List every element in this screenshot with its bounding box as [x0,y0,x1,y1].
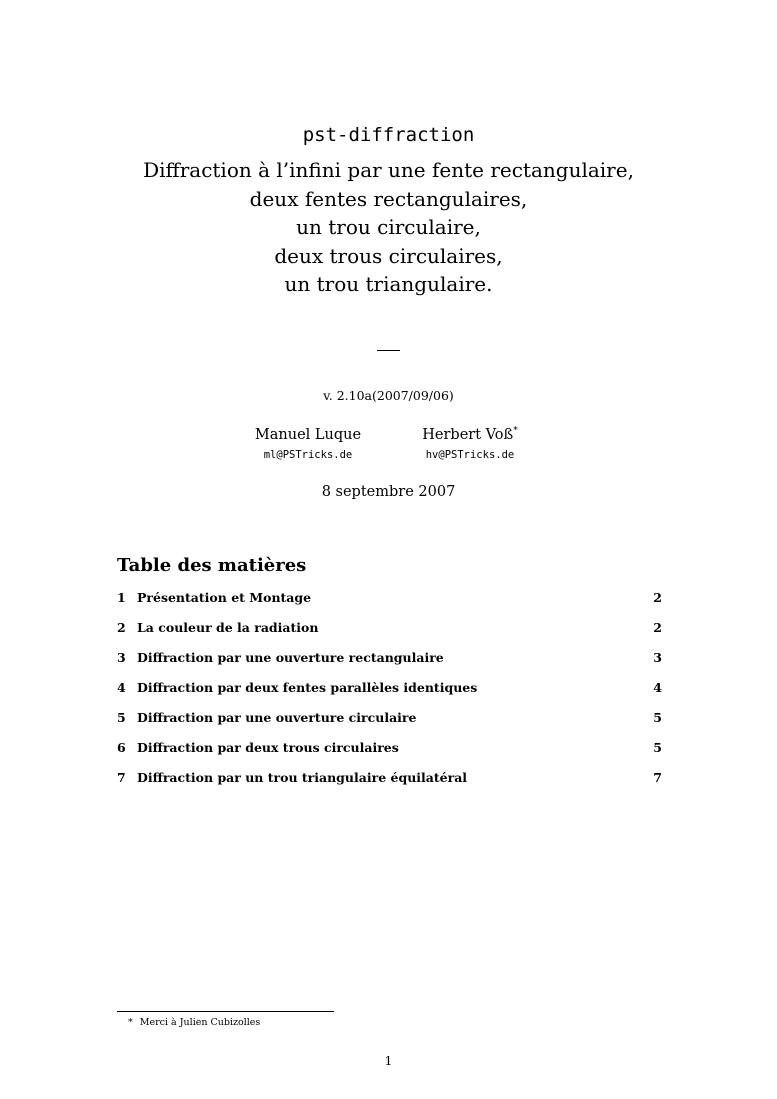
toc-entry[interactable] [117,590,662,620]
toc-title: Présentation et Montage [137,590,312,605]
toc-entry[interactable] [117,710,662,740]
author-email[interactable]: ml@PSTricks.de [263,449,353,461]
title-line: un trou triangulaire. [284,272,493,296]
author-email[interactable]: hv@PSTricks.de [425,449,515,461]
toc-page: 4 [653,680,662,695]
footnote [128,1017,260,1028]
toc-number: 4 [117,680,126,695]
package-name: pst-diffraction [302,124,475,146]
author [238,427,378,461]
toc-page: 7 [653,770,662,785]
toc-entry[interactable] [117,680,662,710]
toc-entry[interactable] [117,770,662,800]
footnote-symbol: * [128,1017,133,1028]
toc-title: Diffraction par deux fentes parallèles identiques [137,680,478,695]
footnote-mark[interactable]: * [513,426,518,437]
toc-heading: Table des matières [117,555,307,576]
title-line: Diffraction à l’infini par une fente rectangulaire, [143,158,634,182]
toc-title: Diffraction par une ouverture circulaire [137,710,417,725]
toc-number: 6 [117,740,126,755]
toc-number: 3 [117,650,126,665]
toc-title: Diffraction par un trou triangulaire équilatéral [137,770,468,785]
toc-page: 5 [653,740,662,755]
toc-page: 3 [653,650,662,665]
title-line: deux trous circulaires, [274,243,503,268]
title-line: un trou circulaire, [296,215,481,239]
toc-number: 5 [117,710,126,725]
toc-page: 2 [653,590,662,605]
toc-title: Diffraction par une ouverture rectangulaire [137,650,444,665]
toc-number: 1 [117,590,126,605]
footnote-text: Merci à Julien Cubizolles [139,1017,261,1028]
version: v. 2.10a(2007/09/06) [323,388,454,403]
toc-number: 2 [117,620,126,635]
document-date: 8 septembre 2007 [321,484,456,500]
toc-entry[interactable] [117,650,662,680]
page-number: 1 [384,1053,393,1068]
author-name: Manuel Luque [254,427,362,443]
author-name: Herbert Voß* [422,426,518,443]
footnote-rule [117,1011,334,1012]
toc-list [117,590,662,800]
toc-title: La couleur de la radiation [137,620,319,635]
toc-page: 2 [653,620,662,635]
toc-number: 7 [117,770,126,785]
toc-entry[interactable] [117,740,662,770]
toc-entry[interactable] [117,620,662,650]
document-title [0,156,777,299]
author [400,427,540,461]
title-line: deux fentes rectangulaires, [249,186,528,211]
title-dash [377,350,400,351]
toc-title: Diffraction par deux trous circulaires [137,740,399,755]
toc-page: 5 [653,710,662,725]
